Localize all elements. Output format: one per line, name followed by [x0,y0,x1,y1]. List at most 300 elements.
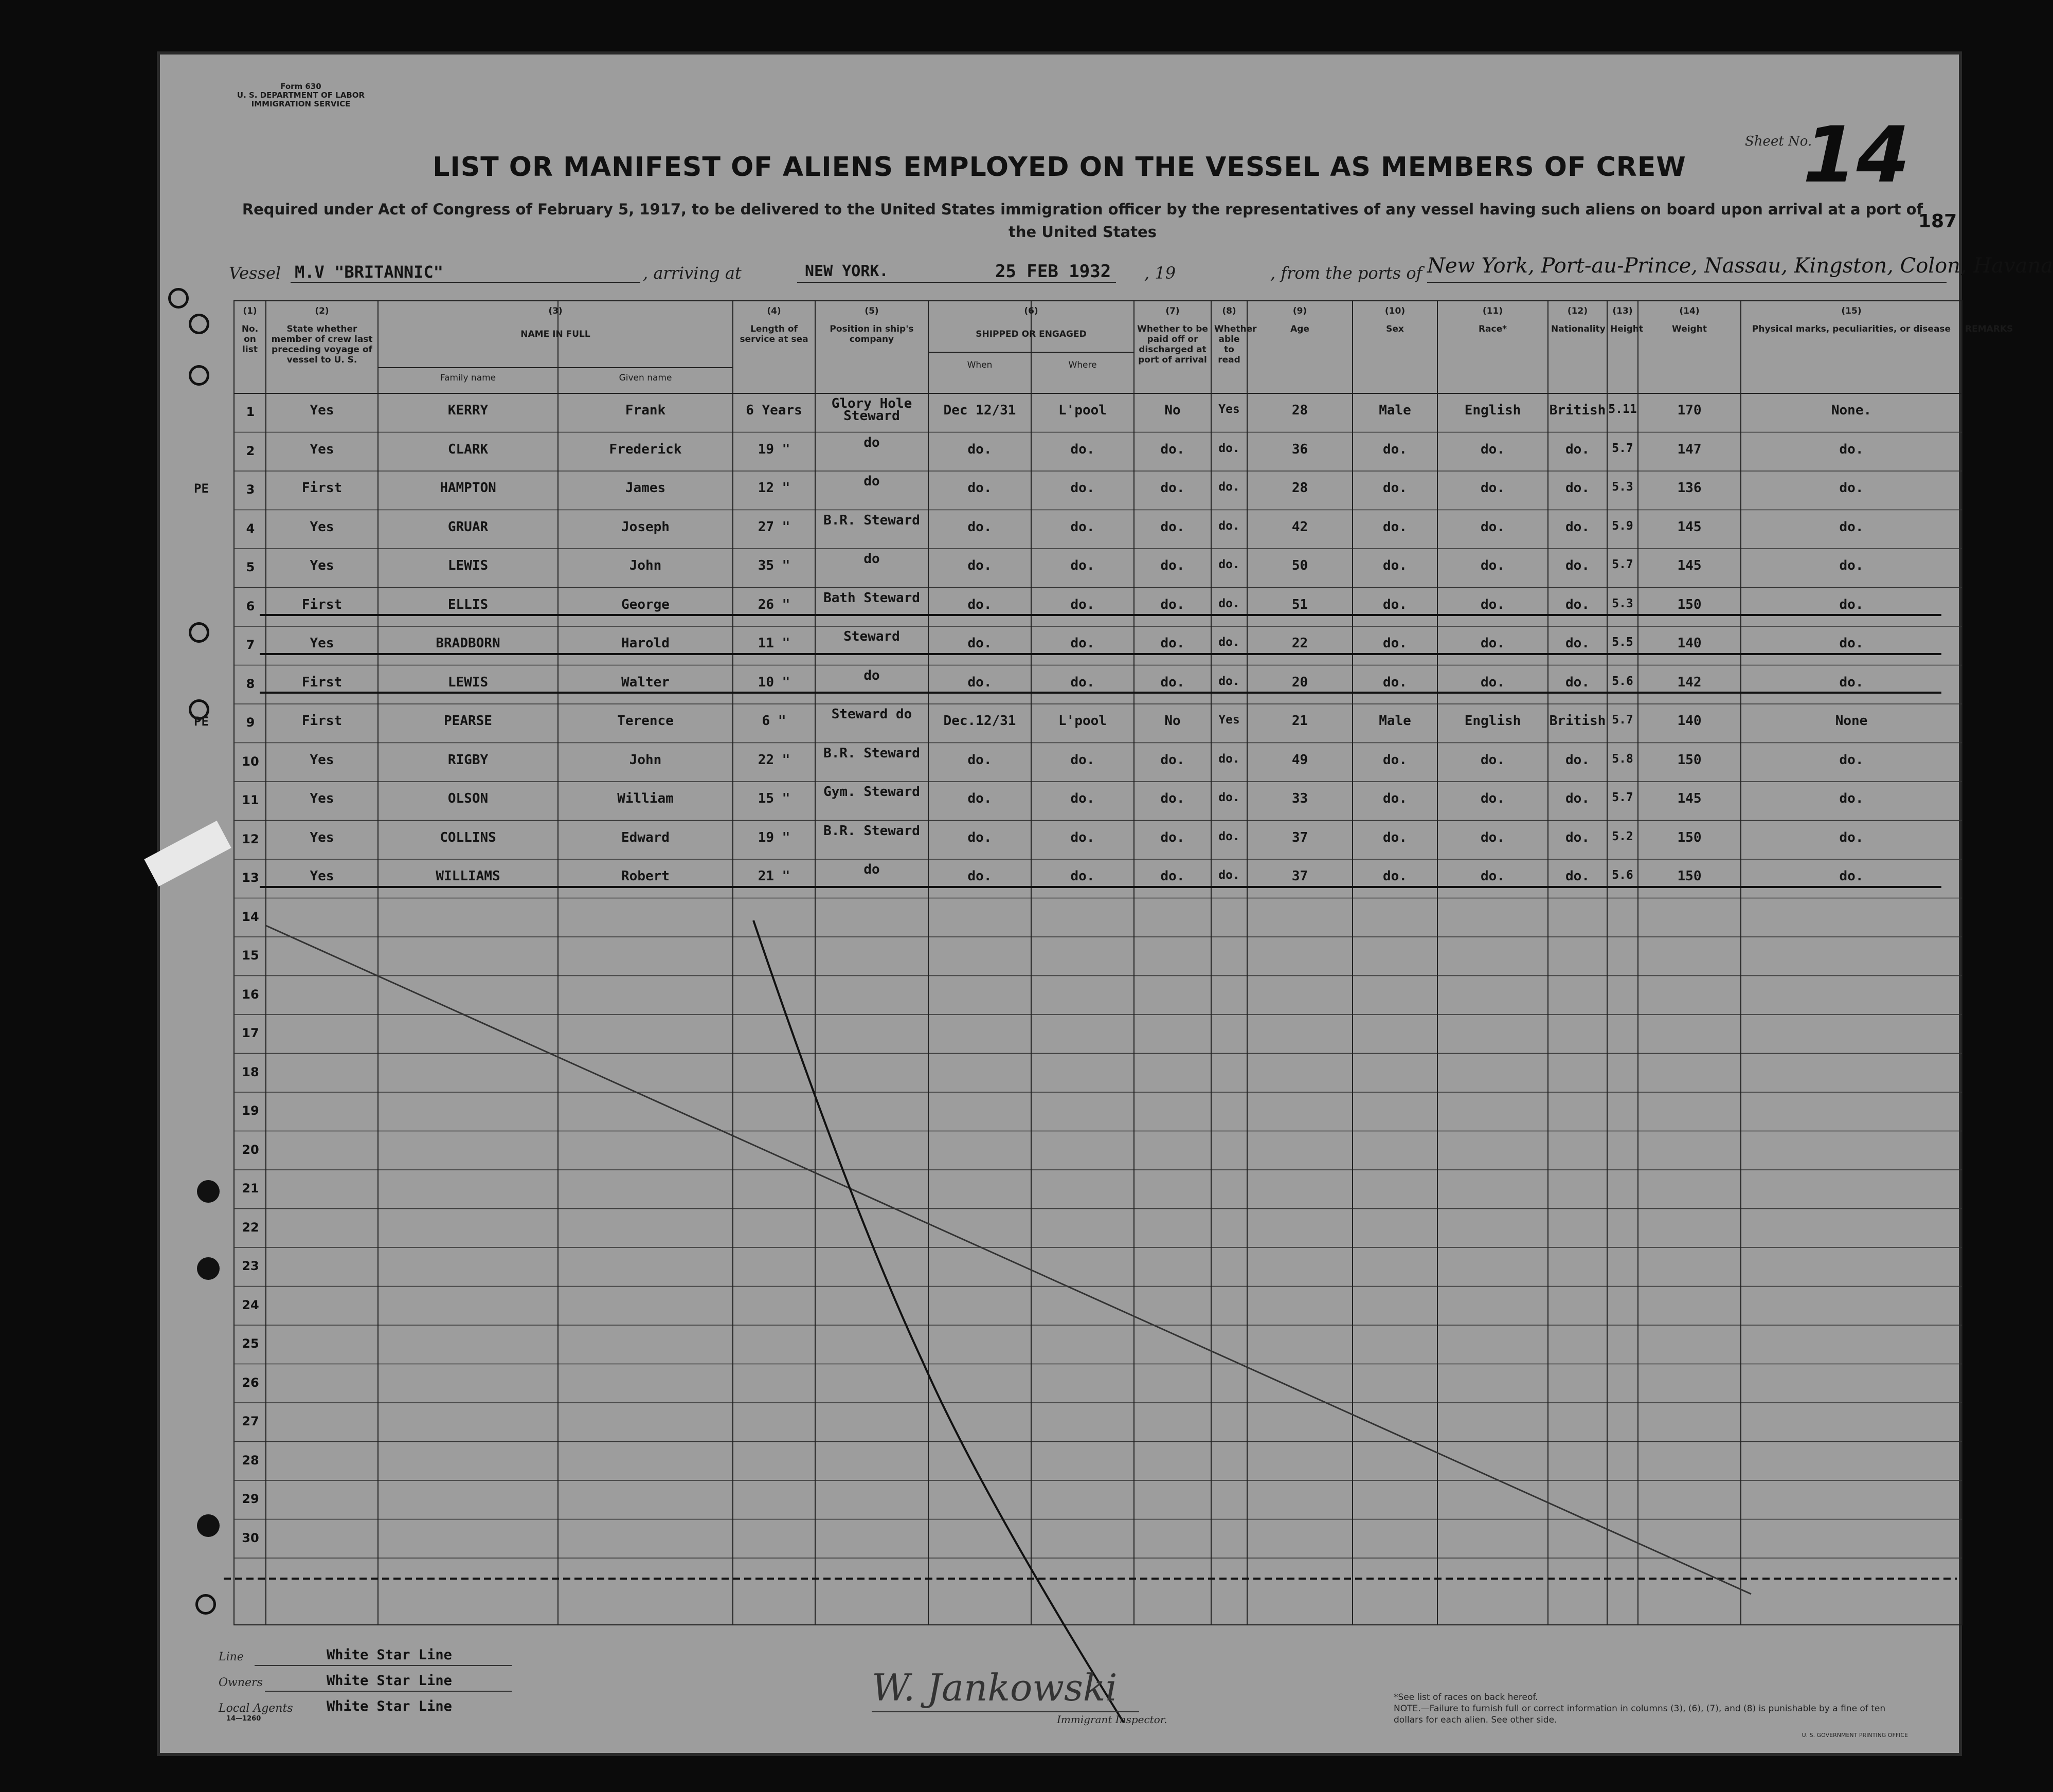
cell-sex: do. [1383,558,1407,573]
cell-height: 5.8 [1612,752,1633,766]
cell-paid: do. [1160,791,1185,806]
cell-paid: do. [1160,636,1185,651]
cell-race: English [1464,403,1521,418]
cell-nat: British [1549,713,1606,729]
cell-family: HAMPTON [440,480,496,496]
row-number: 10 [242,754,259,769]
strike-through-line [260,886,1941,888]
row-number: 12 [242,831,259,846]
row-number: 2 [246,443,255,458]
cell-weight: 150 [1677,829,1702,845]
cell-where: do. [1070,441,1095,457]
cell-family: RIGBY [447,752,489,768]
cell-weight: 170 [1677,403,1702,418]
cell-prev: First [301,596,343,612]
column-number: (2) [315,306,329,316]
row-number: 4 [246,521,255,536]
agents-label: Local Agents [219,1702,293,1715]
column-header: Position in ship's company [830,324,914,345]
cell-height: 5.7 [1612,558,1633,571]
date-stamp: 25 FEB 1932 [995,261,1111,282]
cell-family: ELLIS [447,596,489,612]
cell-weight: 150 [1677,752,1702,768]
cell-marks: do. [1839,480,1864,496]
strike-through-line [260,614,1941,616]
cell-position: Bath Steward [823,590,920,606]
sheet-label: Sheet No. [1745,134,1812,149]
line-value: White Star Line [327,1647,452,1663]
cell-nat: do. [1565,480,1590,496]
cell-age: 20 [1291,674,1308,690]
cell-family: LEWIS [447,674,489,690]
column-number: (13) [1612,306,1633,316]
column-number: (6) [1024,306,1038,316]
cell-sex: do. [1383,674,1407,690]
row-number: 1 [246,405,255,419]
cell-paid: do. [1160,558,1185,573]
cell-where: do. [1070,596,1095,612]
cell-sex: do. [1383,829,1407,845]
cell-when: do. [967,868,992,884]
cell-service: 15 " [758,791,790,806]
row-number: 13 [242,871,259,885]
races-note: *See list of races on back hereof. [1394,1692,1538,1703]
row-number: 18 [242,1064,259,1079]
vessel-name: M.V "BRITANNIC" [295,262,443,282]
cell-sex: do. [1383,868,1407,884]
column-number: (5) [865,306,879,316]
cell-read: do. [1218,791,1240,804]
column-number: (10) [1384,306,1406,316]
cell-read: do. [1218,596,1240,610]
cell-where: L'pool [1058,403,1107,418]
cell-sex: do. [1383,480,1407,496]
subheader-when: When [967,360,993,370]
cell-where: L'pool [1058,713,1107,729]
cell-position: B.R. Steward [823,512,920,528]
cell-race: do. [1481,441,1505,457]
cell-where: do. [1070,791,1095,806]
cell-service: 11 " [758,636,790,651]
agents-form-code: 14—1260 [226,1715,261,1723]
row-number: 17 [242,1026,259,1040]
cell-height: 5.3 [1612,596,1633,610]
cell-age: 51 [1291,596,1308,612]
cell-family: OLSON [447,791,489,806]
column-number: (4) [767,306,781,316]
cell-sex: do. [1383,441,1407,457]
cell-prev: Yes [310,752,334,768]
cell-paid: do. [1160,480,1185,496]
cell-read: do. [1218,441,1240,455]
cell-marks: do. [1839,868,1864,884]
cell-where: do. [1070,868,1095,884]
vessel-label: Vessel [229,263,281,283]
cell-service: 12 " [758,480,790,496]
cell-height: 5.7 [1612,713,1633,727]
strike-through-line [260,653,1941,655]
cell-prev: First [301,713,343,729]
margin-mark: PE [194,481,209,496]
cell-family: CLARK [447,441,489,457]
cell-given: John [629,558,662,573]
cell-sex: do. [1383,519,1407,535]
column-header: Nationality [1551,324,1606,334]
cell-race: do. [1481,519,1505,535]
cell-given: Edward [621,829,670,845]
cell-service: 21 " [758,868,790,884]
inspector-signature: W. Jankowski [872,1666,1118,1709]
cell-race: do. [1481,596,1505,612]
row-number: 21 [242,1181,259,1196]
page-subtitle: Required under Act of Congress of February 5, 1917, to be delivered to the United States immigration officer by the representatives of any vessel having such aliens on board upon arrival at a port of the United States [242,201,1923,241]
cell-given: George [621,596,670,612]
owners-label: Owners [219,1676,263,1689]
column-number: (7) [1165,306,1180,316]
cell-marks: None. [1831,403,1872,418]
cell-height: 5.7 [1612,441,1633,455]
cell-age: 21 [1291,713,1308,729]
cell-position: Gym. Steward [823,784,920,800]
cell-given: Frederick [609,441,682,457]
cell-paid: do. [1160,596,1185,612]
cell-position: B.R. Steward [823,823,920,839]
ports-of-departure: New York, Port-au-Prince, Nassau, Kingston, Colon, Havana [1427,254,2053,278]
row-number: 7 [246,638,255,652]
year-label: , 19 [1144,263,1176,283]
column-header: Physical marks, peculiarities, or disease [1752,324,1951,334]
row-number: 6 [246,599,255,613]
column-header: Height [1610,324,1643,334]
column-number: (9) [1292,306,1307,316]
cell-marks: do. [1839,752,1864,768]
cell-race: English [1464,713,1521,729]
cell-paid: do. [1160,441,1185,457]
cell-nat: do. [1565,829,1590,845]
cell-height: 5.2 [1612,829,1633,843]
cell-sex: do. [1383,596,1407,612]
footnote [1394,1692,1908,1741]
cell-age: 49 [1291,752,1308,768]
line-label: Line [219,1651,244,1663]
cell-nat: do. [1565,441,1590,457]
cell-race: do. [1481,791,1505,806]
column-header: Length of service at sea [740,324,808,345]
cell-marks: do. [1839,519,1864,535]
cell-given: Harold [621,636,670,651]
cell-given: James [625,480,666,496]
cancel-pen-line [753,920,1124,1723]
cell-position: Steward do [831,707,912,722]
cell-family: KERRY [447,403,489,418]
cell-when: do. [967,829,992,845]
cell-race: do. [1481,674,1505,690]
cell-nat: do. [1565,791,1590,806]
margin-mark: PE [194,714,209,729]
cell-service: 19 " [758,441,790,457]
cell-given: Terence [617,713,674,729]
cell-prev: Yes [310,519,334,535]
row-number: 27 [242,1414,259,1428]
row-number: 5 [246,560,255,574]
cell-read: Yes [1218,713,1240,727]
cell-marks: do. [1839,674,1864,690]
cell-where: do. [1070,752,1095,768]
cell-service: 10 " [758,674,790,690]
cell-family: PEARSE [444,713,492,729]
cell-nat: do. [1565,636,1590,651]
column-header: NAME IN FULL [520,329,590,339]
cell-race: do. [1481,558,1505,573]
agents-value: White Star Line [327,1698,452,1714]
cell-given: Frank [625,403,666,418]
column-header: Whether to be paid off or discharged at port of arrival [1137,324,1208,365]
sheet-number: 14 [1793,111,1920,200]
column-header: Whether able to read [1214,324,1257,365]
column-header: Age [1290,324,1309,334]
cell-sex: Male [1379,403,1411,418]
cell-height: 5.5 [1612,636,1633,649]
cell-read: Yes [1218,403,1240,416]
column-number: (1) [243,306,257,316]
cell-weight: 150 [1677,596,1702,612]
cell-age: 28 [1291,403,1308,418]
row-number: 3 [246,482,255,497]
row-number: 23 [242,1259,259,1273]
row-number: 19 [242,1103,259,1118]
column-number: (3) [548,306,563,316]
cell-when: do. [967,674,992,690]
cell-height: 5.6 [1612,868,1633,882]
cell-where: do. [1070,558,1095,573]
cell-read: do. [1218,480,1240,494]
cell-service: 26 " [758,596,790,612]
cell-weight: 136 [1677,480,1702,496]
cell-where: do. [1070,674,1095,690]
row-number: 15 [242,948,259,963]
cell-prev: Yes [310,868,334,884]
cell-service: 35 " [758,558,790,573]
cell-age: 28 [1291,480,1308,496]
cell-given: Robert [621,868,670,884]
inspector-label: Immigrant Inspector. [1057,1713,1167,1726]
cell-sex: do. [1383,791,1407,806]
cell-age: 42 [1291,519,1308,535]
cell-where: do. [1070,636,1095,651]
cell-read: do. [1218,674,1240,688]
row-number: 30 [242,1530,259,1545]
cell-prev: First [301,674,343,690]
cell-nat: do. [1565,868,1590,884]
cell-paid: do. [1160,519,1185,535]
cell-height: 5.7 [1612,791,1633,804]
cell-position: Steward [843,629,900,644]
cell-given: Joseph [621,519,670,535]
cell-marks: do. [1839,636,1864,651]
cell-prev: Yes [310,791,334,806]
cell-given: William [617,791,674,806]
column-header: Race* [1478,324,1507,334]
cell-when: do. [967,558,992,573]
cell-weight: 140 [1677,713,1702,729]
cell-read: do. [1218,829,1240,843]
cell-marks: do. [1839,791,1864,806]
cell-age: 37 [1291,829,1308,845]
cell-weight: 145 [1677,519,1702,535]
row-number: 8 [246,676,255,691]
row-number: 9 [246,715,255,730]
column-number: (15) [1841,306,1862,316]
subheader-where: Where [1068,360,1097,370]
cell-height: 5.3 [1612,480,1633,494]
cell-paid: do. [1160,829,1185,845]
cell-prev: Yes [310,829,334,845]
cell-prev: Yes [310,403,334,418]
cell-prev: First [301,480,343,496]
arriving-label: , arriving at [643,263,742,283]
cell-family: GRUAR [447,519,489,535]
cell-height: 5.9 [1612,519,1633,533]
row-number: 14 [242,909,259,924]
cell-paid: do. [1160,674,1185,690]
cell-nat: do. [1565,596,1590,612]
owners-value: White Star Line [327,1673,452,1689]
cell-race: do. [1481,636,1505,651]
cell-age: 37 [1291,868,1308,884]
subheader-family: Family name [440,373,496,383]
column-number: (8) [1222,306,1236,316]
cell-position: Glory Hole Steward [831,396,912,424]
row-number: 25 [242,1336,259,1351]
cell-race: do. [1481,829,1505,845]
cell-read: do. [1218,636,1240,649]
cell-position: do [863,551,880,567]
cell-marks: do. [1839,558,1864,573]
cell-service: 27 " [758,519,790,535]
cell-family: LEWIS [447,558,489,573]
cell-when: do. [967,480,992,496]
cell-weight: 145 [1677,791,1702,806]
cell-read: do. [1218,519,1240,533]
cell-race: do. [1481,752,1505,768]
cell-marks: None [1835,713,1868,729]
cell-where: do. [1070,480,1095,496]
cell-when: do. [967,636,992,651]
cell-height: 5.6 [1612,674,1633,688]
cell-family: WILLIAMS [436,868,500,884]
column-header: Weight [1672,324,1707,334]
column-header: REMARKS [1965,324,2013,334]
printer-mark: U. S. GOVERNMENT PRINTING OFFICE [1802,1732,1908,1739]
row-number: 22 [242,1220,259,1235]
cell-nat: do. [1565,674,1590,690]
cell-sex: do. [1383,752,1407,768]
cell-service: 6 Years [746,403,802,418]
page-title: LIST OR MANIFEST OF ALIENS EMPLOYED ON THE VESSEL AS MEMBERS OF CREW [433,152,1686,183]
cell-position: do [863,667,880,683]
cell-weight: 147 [1677,441,1702,457]
sheet-alt-number: 187 [1918,211,1957,232]
column-number: (14) [1679,306,1700,316]
cell-family: BRADBORN [436,636,500,651]
from-label: , from the ports of [1270,263,1422,283]
row-number: 16 [242,987,259,1002]
cell-family: COLLINS [440,829,496,845]
cell-age: 36 [1291,441,1308,457]
column-number: (12) [1567,306,1588,316]
column-header: State whether member of crew last preceding voyage of vessel to U. S. [271,324,373,365]
cell-prev: Yes [310,441,334,457]
cell-paid: do. [1160,868,1185,884]
cell-sex: Male [1379,713,1411,729]
cell-sex: do. [1383,636,1407,651]
column-header: SHIPPED OR ENGAGED [976,329,1087,339]
cell-position: B.R. Steward [823,745,920,761]
cell-where: do. [1070,519,1095,535]
cell-prev: Yes [310,636,334,651]
cell-when: do. [967,596,992,612]
form-identifier: Form 630 U. S. DEPARTMENT OF LABOR IMMIGRATION SERVICE [237,82,365,108]
cell-when: do. [967,441,992,457]
row-number: 28 [242,1453,259,1468]
cell-race: do. [1481,868,1505,884]
cell-paid: do. [1160,752,1185,768]
cell-service: 19 " [758,829,790,845]
arriving-port: NEW YORK. [805,262,889,280]
cell-when: Dec.12/31 [943,713,1016,729]
cell-read: do. [1218,752,1240,766]
subheader-given: Given name [619,373,672,383]
cell-read: do. [1218,868,1240,882]
column-header: No. on list [241,324,259,355]
cell-nat: British [1549,403,1606,418]
cell-weight: 150 [1677,868,1702,884]
cell-nat: do. [1565,558,1590,573]
cell-nat: do. [1565,752,1590,768]
cell-paid: No [1164,713,1181,729]
cell-age: 33 [1291,791,1308,806]
cell-when: do. [967,791,992,806]
manifest-sheet [157,51,2053,1756]
cell-marks: do. [1839,596,1864,612]
cell-position: do [863,474,880,489]
cell-when: do. [967,752,992,768]
cell-weight: 142 [1677,674,1702,690]
row-number: 26 [242,1375,259,1390]
cell-paid: No [1164,403,1181,418]
row-number: 20 [242,1142,259,1157]
row-number: 29 [242,1492,259,1506]
strike-through-line [260,692,1941,694]
cell-height: 5.11 [1608,403,1637,416]
row-number: 11 [242,793,259,807]
cancel-diagonal-line [266,926,1751,1594]
row-number: 24 [242,1297,259,1312]
cell-age: 22 [1291,636,1308,651]
cell-service: 22 " [758,752,790,768]
cell-given: John [629,752,662,768]
cell-prev: Yes [310,558,334,573]
cell-weight: 145 [1677,558,1702,573]
cell-marks: do. [1839,829,1864,845]
cell-nat: do. [1565,519,1590,535]
cell-where: do. [1070,829,1095,845]
cell-read: do. [1218,558,1240,571]
cell-given: Walter [621,674,670,690]
cell-position: do [863,435,880,450]
cell-service: 6 " [762,713,786,729]
cell-when: Dec 12/31 [943,403,1016,418]
